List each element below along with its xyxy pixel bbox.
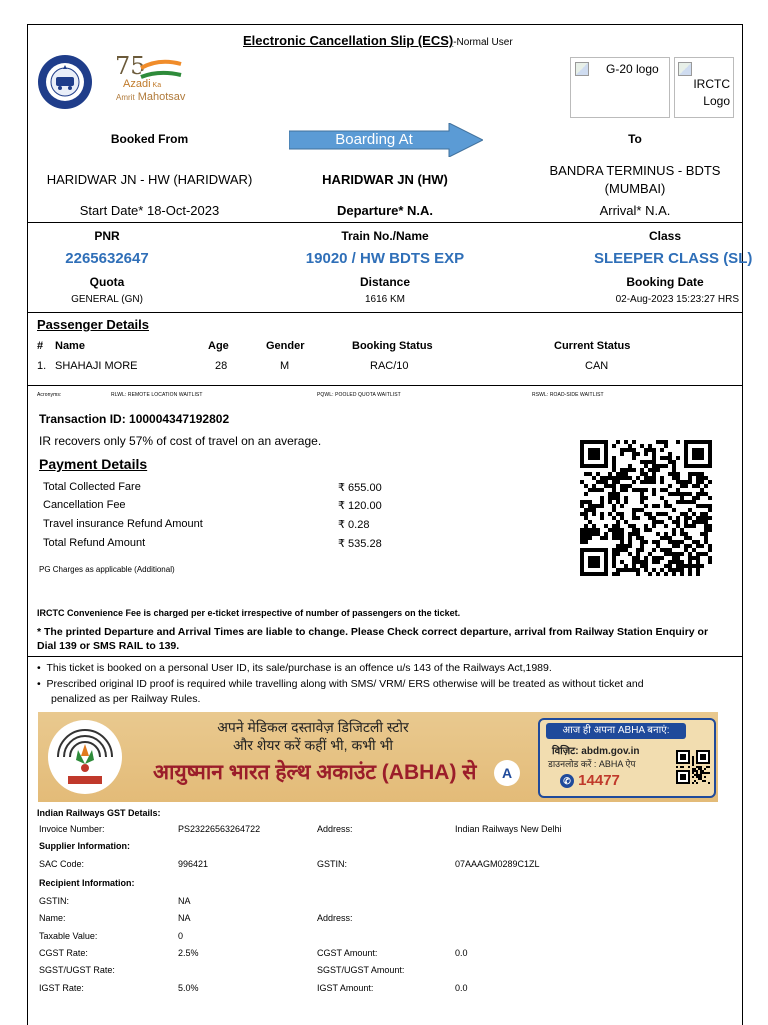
class-label: Class bbox=[648, 229, 682, 243]
quota-value: GENERAL (GN) bbox=[71, 294, 143, 305]
igst-amount: 0.0 bbox=[455, 983, 468, 993]
from-station: HARIDWAR JN - HW (HARIDWAR) bbox=[46, 172, 253, 187]
abha-download: डाउनलोड करें : ABHA ऐप bbox=[548, 759, 636, 769]
passenger-gender: M bbox=[280, 360, 290, 372]
abha-info-title: आज ही अपना ABHA बनाएं: bbox=[546, 723, 686, 739]
gstin-label: GSTIN: bbox=[317, 859, 348, 869]
col-header-age: Age bbox=[208, 340, 229, 352]
invoice-label: Invoice Number: bbox=[39, 824, 105, 834]
irctc-logo: IRCTC Logo bbox=[674, 57, 734, 118]
azadi-text: Azadi Ka bbox=[123, 78, 162, 90]
sgst-rate-label: SGST/UGST Rate: bbox=[39, 965, 115, 975]
sac-code: 996421 bbox=[178, 859, 209, 869]
banner-line-2: और शेयर करें कहीं भी, कभी भी bbox=[232, 737, 394, 753]
recipient-name-label: Name: bbox=[39, 913, 66, 923]
banner-headline: आयुष्मान भारत हेल्थ अकाउंट (ABHA) से bbox=[153, 761, 477, 784]
recipient-address-label: Address: bbox=[317, 913, 353, 923]
sgst-amount-label: SGST/UGST Amount: bbox=[317, 965, 405, 975]
distance-value: 1616 KM bbox=[364, 294, 406, 305]
recipient-name: NA bbox=[178, 913, 191, 923]
igst-rate-label: IGST Rate: bbox=[39, 983, 84, 993]
col-header-current-status: Current Status bbox=[554, 340, 631, 352]
col-header-name: Name bbox=[55, 340, 85, 352]
booking-date-value: 02-Aug-2023 15:23:27 HRS bbox=[615, 294, 739, 305]
igst-amount-label: IGST Amount: bbox=[317, 983, 374, 993]
payment-value: ₹ 535.28 bbox=[338, 538, 382, 550]
to-label: To bbox=[628, 132, 642, 146]
bullet-note: • Prescribed original ID proof is required while travelling along with SMS/ VRM/ ERS otherwise will be treated as without ticket and penalized as per Railway Rules. bbox=[37, 678, 644, 705]
acronym-pqwl: PQWL: POOLED QUOTA WAITLIST bbox=[317, 392, 401, 398]
sac-label: SAC Code: bbox=[39, 859, 85, 869]
recipient-title: Recipient Information: bbox=[39, 878, 135, 888]
convenience-fee-note: IRCTC Convenience Fee is charged per e-ticket irrespective of number of passengers on the ticket. bbox=[37, 608, 461, 618]
cgst-rate-label: CGST Rate: bbox=[39, 948, 88, 958]
taxable-label: Taxable Value: bbox=[39, 931, 98, 941]
address-value: Indian Railways New Delhi bbox=[455, 824, 562, 834]
recipient-gstin-label: GSTIN: bbox=[39, 896, 70, 906]
supplier-title: Supplier Information: bbox=[39, 841, 130, 851]
banner-line-1: अपने मेडिकल दस्तावेज़ डिजिटली स्टोर bbox=[217, 719, 409, 735]
arrival-time: Arrival* N.A. bbox=[599, 203, 671, 218]
passenger-booking-status: RAC/10 bbox=[370, 360, 409, 372]
to-station: BANDRA TERMINUS - BDTS (MUMBAI) bbox=[549, 163, 721, 196]
recovery-note: IR recovers only 57% of cost of travel on an average. bbox=[39, 434, 322, 448]
invoice-number: PS23226563264722 bbox=[178, 824, 261, 834]
train-label: Train No./Name bbox=[341, 229, 429, 243]
abha-qr-code bbox=[676, 750, 710, 784]
payment-value: ₹ 0.28 bbox=[338, 519, 370, 531]
booking-date-label: Booking Date bbox=[626, 275, 704, 289]
amrit-mahotsav-text: Amrit Mahotsav bbox=[116, 91, 186, 103]
igst-rate: 5.0% bbox=[178, 983, 199, 993]
boarding-station: HARIDWAR JN (HW) bbox=[322, 172, 448, 187]
abha-banner[interactable] bbox=[38, 712, 718, 802]
acronym-rlwl: RLWL: REMOTE LOCATION WAITLIST bbox=[111, 392, 203, 398]
divider bbox=[27, 385, 743, 386]
page-title bbox=[243, 33, 513, 48]
payment-value: ₹ 120.00 bbox=[338, 500, 382, 512]
abha-info-box bbox=[538, 718, 716, 798]
payment-label: Travel insurance Refund Amount bbox=[43, 518, 203, 530]
payment-label: Cancellation Fee bbox=[43, 499, 126, 511]
distance-label: Distance bbox=[359, 275, 411, 289]
slip-title: Electronic Cancellation Slip (ECS) bbox=[243, 33, 454, 48]
passenger-details-title: Passenger Details bbox=[37, 317, 150, 332]
passenger-age: 28 bbox=[215, 360, 228, 372]
boarding-at-arrow bbox=[289, 123, 483, 157]
col-header-gender: Gender bbox=[266, 340, 305, 352]
pnr-label: PNR bbox=[94, 229, 120, 243]
departure-time: Departure* N.A. bbox=[336, 203, 434, 218]
boarding-at-label: Boarding At bbox=[335, 131, 413, 148]
printed-times-note: * The printed Departure and Arrival Times are liable to change. Please Check correct departure, arrival from Railway Station Enquiry or Dial 139 or SMS RAIL to 139. bbox=[37, 626, 709, 652]
bullet-note: • This ticket is booked on a personal User ID, its sale/purchase is an offence u/s 143 of the Railways Act,1989. bbox=[37, 662, 552, 674]
passenger-num: 1. bbox=[37, 360, 47, 372]
cgst-amount-label: CGST Amount: bbox=[317, 948, 378, 958]
phone-icon: ✆ bbox=[560, 774, 574, 788]
payment-details-title: Payment Details bbox=[39, 456, 148, 472]
col-header-num: # bbox=[37, 340, 44, 352]
passenger-current-status: CAN bbox=[585, 360, 609, 372]
gstin-value: 07AAAGM0289C1ZL bbox=[455, 859, 540, 869]
acronym-rswl: RSWL: ROAD-SIDE WAITLIST bbox=[532, 392, 604, 398]
passenger-name: SHAHAJI MORE bbox=[55, 360, 138, 372]
g20-logo: G-20 logo bbox=[570, 57, 670, 118]
payment-label: Total Refund Amount bbox=[43, 537, 146, 549]
travel-class: SLEEPER CLASS (SL) bbox=[594, 250, 753, 267]
pg-charges-note: PG Charges as applicable (Additional) bbox=[39, 565, 175, 574]
gst-title: Indian Railways GST Details: bbox=[37, 808, 161, 818]
col-header-booking-status: Booking Status bbox=[352, 340, 433, 352]
abha-visit-link[interactable]: विज़िट: abdm.gov.in bbox=[552, 746, 640, 757]
acronyms-label: Acronyms: bbox=[37, 392, 62, 398]
divider bbox=[27, 312, 743, 313]
indian-railways-logo bbox=[36, 53, 94, 111]
azadi-ka-amrit-mahotsav-logo: 75 Azadi Ka Amrit Mahotsav bbox=[115, 52, 186, 103]
pnr-number: 2265632647 bbox=[65, 250, 149, 267]
train-number-name: 19020 / HW BDTS EXP bbox=[305, 250, 465, 267]
abha-phone: ✆ 14477 bbox=[560, 772, 620, 789]
abha-icon: A bbox=[494, 760, 520, 786]
slip-subtitle: -Normal User bbox=[453, 37, 513, 48]
qr-code bbox=[580, 440, 712, 576]
cgst-amount: 0.0 bbox=[455, 948, 468, 958]
divider bbox=[27, 656, 743, 657]
transaction-id: Transaction ID: 100004347192802 bbox=[39, 412, 230, 426]
booked-from-label: Booked From bbox=[110, 132, 189, 146]
address-label: Address: bbox=[317, 824, 353, 834]
taxable-value: 0 bbox=[178, 931, 184, 941]
payment-label: Total Collected Fare bbox=[43, 481, 141, 493]
divider bbox=[27, 222, 743, 223]
ayushman-logo bbox=[48, 720, 122, 794]
recipient-gstin: NA bbox=[178, 896, 191, 906]
quota-label: Quota bbox=[89, 275, 125, 289]
cgst-rate: 2.5% bbox=[178, 948, 199, 958]
payment-value: ₹ 655.00 bbox=[338, 482, 382, 494]
start-date: Start Date* 18-Oct-2023 bbox=[79, 203, 220, 218]
